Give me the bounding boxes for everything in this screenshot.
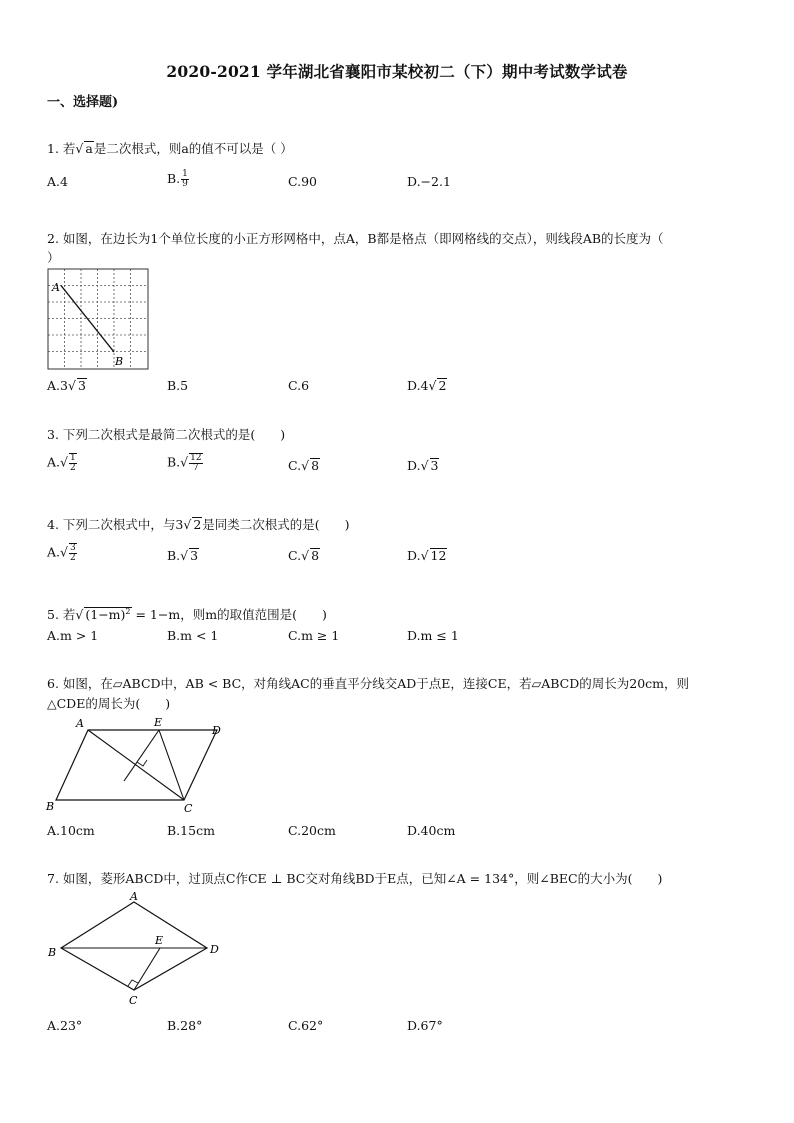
q1-option-d: D.−2.1 [407, 174, 451, 189]
stem-text: 是二次根式，则a的值不可以是（ ） [93, 141, 293, 156]
radical-sign: √ [428, 378, 437, 393]
question-2-stem-cont: ） [47, 250, 60, 265]
question-4-stem [47, 515, 350, 533]
perpendicular-bisector [124, 730, 159, 781]
option-prefix: A.3 [47, 378, 68, 393]
option-prefix: D. [407, 458, 421, 473]
fraction [69, 453, 77, 473]
label-d: D [210, 943, 219, 956]
fraction [189, 453, 202, 473]
q3-option-d [407, 458, 439, 473]
stem-text: 是同类二次根式的是( ) [202, 517, 350, 532]
option-prefix: B. [167, 171, 181, 186]
q6-option-d: D.40cm [407, 823, 456, 838]
q5-option-d: D.m ≤ 1 [407, 628, 459, 643]
option-prefix: B. [167, 454, 181, 470]
q6-option-b: B.15cm [167, 823, 215, 838]
radical-sign: √ [67, 378, 76, 393]
q7-option-d: D.67° [407, 1018, 443, 1033]
q6-option-a: A.10cm [47, 823, 95, 838]
question-6-stem: 6. 如图，在▱ABCD中，AB < BC，对角线AC的垂直平分线交AD于点E，连接CE，若▱ABCD的周长为20cm，则 [47, 676, 690, 691]
q3-option-a [47, 453, 78, 473]
stem-text: 5. 若 [47, 607, 76, 622]
section-heading: 一、选择题) [47, 95, 119, 110]
q4-option-c [288, 548, 320, 563]
q4-option-b [167, 548, 199, 563]
radical-sign: √ [180, 454, 189, 470]
option-prefix: A. [47, 544, 61, 560]
parallelogram-figure [42, 714, 232, 814]
grid-figure [47, 268, 151, 372]
denominator: 2 [69, 553, 76, 563]
question-6-stem-cont: △CDE的周长为( ) [47, 696, 171, 711]
label-b: B [115, 355, 124, 368]
radical-sign: √ [183, 517, 192, 532]
rhombus-abcd [61, 902, 207, 990]
q5-option-a: A.m > 1 [47, 628, 99, 643]
label-e: E [154, 716, 163, 729]
q5-option-c: C.m ≥ 1 [288, 628, 340, 643]
q6-option-c: C.20cm [288, 823, 336, 838]
fraction [181, 170, 189, 189]
radicand-base: (1−m) [85, 607, 126, 622]
radical-sign: √ [180, 548, 189, 563]
radicand: 8 [311, 548, 320, 563]
radicand: 2 [193, 517, 202, 532]
label-c: C [129, 994, 138, 1007]
radical-sign: √ [60, 544, 68, 560]
radicand: a [85, 141, 93, 156]
q1-option-c: C.90 [288, 174, 317, 189]
radicand: 3 [430, 458, 439, 473]
option-prefix: A. [47, 454, 61, 470]
q5-option-b: B.m < 1 [167, 628, 219, 643]
question-7-stem: 7. 如图，菱形ABCD中，过顶点C作CE ⊥ BC交对角线BD于E点，已知∠A = 134°，则∠BEC的大小为( ) [47, 871, 663, 886]
option-prefix: D.4 [407, 378, 429, 393]
numerator: 1 [182, 169, 188, 179]
q3-option-c [288, 458, 320, 473]
q2-option-a [47, 378, 87, 393]
grid-lines [48, 269, 148, 369]
radical-sign: √ [75, 141, 84, 156]
segment-ce [134, 948, 160, 990]
label-d: D [212, 724, 221, 737]
label-c: C [184, 802, 193, 814]
radicand: 3 [77, 378, 86, 393]
stem-text: = 1−m，则m的取值范围是( ) [131, 607, 327, 622]
radicand: 2 [438, 378, 447, 393]
segment-ce [159, 730, 184, 800]
question-2-stem: 2. 如图，在边长为1个单位长度的小正方形网格中，点A，B都是格点（即网格线的交点），则线段AB的长度为（ [47, 231, 664, 246]
diagonal-ac [88, 730, 184, 800]
radical-sign: √ [75, 607, 84, 622]
radicand: 3 [190, 548, 199, 563]
label-e: E [155, 934, 164, 947]
question-1-stem [47, 139, 293, 157]
fraction [69, 543, 77, 563]
right-angle-mark [137, 760, 147, 766]
q1-option-b [167, 170, 190, 189]
radical-sign: √ [301, 458, 310, 473]
label-b: B [46, 800, 55, 813]
q3-option-b [167, 453, 204, 473]
q7-option-b: B.28° [167, 1018, 203, 1033]
label-a: A [76, 717, 84, 730]
exponent: 2 [125, 606, 131, 616]
numerator: 3 [69, 543, 76, 553]
denominator: 2 [69, 463, 76, 473]
stem-text: 4. 下列二次根式中，与3 [47, 517, 184, 532]
grid-border [48, 269, 148, 369]
q7-option-a: A.23° [47, 1018, 83, 1033]
q2-option-c: C.6 [288, 378, 310, 393]
page-title: 2020-2021 学年湖北省襄阳市某校初二（下）期中考试数学试卷 [166, 62, 628, 81]
rhombus-figure [42, 890, 232, 1010]
stem-text: 1. 若 [47, 141, 76, 156]
q2-option-b: B.5 [167, 378, 189, 393]
radicand: 8 [311, 458, 320, 473]
question-5-stem [47, 605, 327, 623]
radical-sign: √ [301, 548, 310, 563]
option-prefix: B. [167, 548, 181, 563]
radical-sign: √ [420, 548, 429, 563]
radical-sign: √ [60, 454, 68, 470]
numerator: 1 [69, 453, 76, 463]
label-a: A [130, 890, 138, 903]
q4-option-d [407, 548, 447, 563]
option-prefix: C. [288, 458, 302, 473]
q7-option-c: C.62° [288, 1018, 324, 1033]
option-prefix: C. [288, 548, 302, 563]
denominator: 9 [182, 179, 188, 189]
label-a: A [52, 281, 60, 294]
radical-sign: √ [420, 458, 429, 473]
option-prefix: D. [407, 548, 421, 563]
q1-option-a: A.4 [47, 174, 68, 189]
label-b: B [48, 946, 57, 959]
denominator: 7 [193, 463, 199, 473]
question-3-stem: 3. 下列二次根式是最简二次根式的是( ) [47, 427, 286, 442]
numerator: 12 [190, 453, 202, 463]
q2-option-d [407, 378, 447, 393]
radicand: 12 [430, 548, 447, 563]
radicand [84, 607, 131, 621]
q4-option-a [47, 543, 78, 563]
